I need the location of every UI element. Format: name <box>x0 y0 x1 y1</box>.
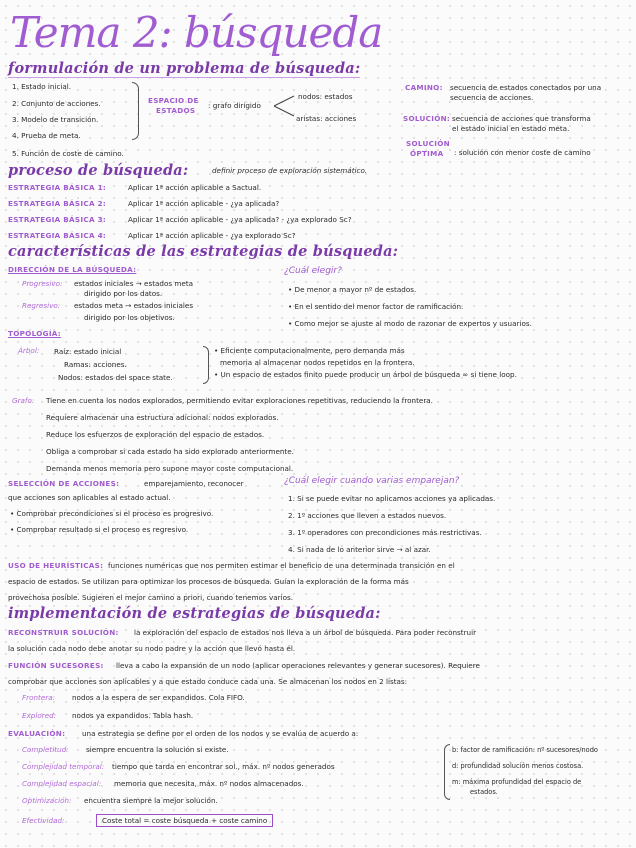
arbol-item: Nodos: estados del space state. <box>58 373 173 382</box>
grafo-item: Obliga a comprobar si cada estado ha sido explorado anteriormente. <box>46 447 294 456</box>
funcion-text: comprobar que acciones son aplicables y a que estado conduce cada una. Se almacenan los nodos en 2 listas: <box>8 677 408 686</box>
brace-shape <box>203 346 209 384</box>
camino-text: secuencia de estados conectados por una <box>450 83 602 92</box>
explored-text: nodos ya expandidos. Tabla hash. <box>72 711 194 720</box>
frontera-label: Frontera: <box>22 693 56 702</box>
arbol-note: • Un espacio de estados finito puede producir un árbol de búsqueda ∞ si tiene loop. <box>214 370 517 379</box>
aristas-text: aristas: acciones <box>296 114 357 123</box>
side-note: b: factor de ramificación: nº sucesores/nodo <box>452 746 598 754</box>
page-title: Tema 2: búsqueda <box>10 8 383 57</box>
grafo-item: Demanda menos memoria pero supone mayor coste computacional. <box>46 464 294 473</box>
grafo-item: Tiene en cuenta los nodos explorados, permitiendo evitar exploraciones repetitivas, reduciendo la frontera. <box>46 396 433 405</box>
list-item: 2. 1º acciones que lleven a estados nuevos. <box>288 511 447 520</box>
brace-shape <box>444 744 450 800</box>
eval-label: Complejidad espacial: <box>22 779 102 788</box>
camino-text: secuencia de acciones. <box>450 93 534 102</box>
list-item: • Como mejor se ajuste al modo de razonar de expertos y usuarios. <box>288 319 532 328</box>
arbol-note: memoria al almacenar nodos repetidos en la frontera. <box>220 358 415 367</box>
grafo-label: Grafo: <box>12 396 35 405</box>
optima-label: SOLUCIÓN <box>406 139 450 148</box>
section-heading-formulacion: formulación de un problema de búsqueda: <box>8 60 361 77</box>
heuristicas-label: USO DE HEURÍSTICAS: <box>8 561 104 570</box>
solucion-label: SOLUCIÓN: <box>403 114 451 123</box>
seleccion-text: que acciones son aplicables al estado actual. <box>8 493 171 502</box>
solucion-text: el estado inicial en estado meta. <box>452 124 570 133</box>
solucion-text: secuencia de acciones que transforma <box>452 114 591 123</box>
list-item: 3. 1º operadores con precondiciones más restrictivas. <box>288 528 482 537</box>
section-heading-proceso: proceso de búsqueda: <box>8 162 189 179</box>
estrategia-label: ESTRATEGIA BÁSICA 4: <box>8 231 107 240</box>
grafo-item: Requiere almacenar una estructura adicional: nodos explorados. <box>46 413 279 422</box>
estrategia-label: ESTRATEGIA BÁSICA 2: <box>8 199 107 208</box>
list-item: • En el sentido del menor factor de ramificación. <box>288 302 464 311</box>
eval-label: Optimización: <box>22 796 72 805</box>
list-item: 5. Función de coste de camino. <box>12 149 124 158</box>
eval-label: Completitud: <box>22 745 69 754</box>
funcion-text: lleva a cabo la expansión de un nodo (aplicar operaciones relevantes y generar sucesores). Requiere <box>116 661 480 670</box>
regresivo-text: estados meta → estados iniciales <box>74 301 194 310</box>
branch-arrows-icon <box>272 92 298 120</box>
explored-label: Explored: <box>22 711 57 720</box>
grafo-text: : grafo dirigido <box>208 101 261 110</box>
frontera-text: nodos a la espera de ser expandidos. Cola FIFO. <box>72 693 245 702</box>
eval-text: siempre encuentra la solución si existe. <box>86 745 229 754</box>
brace-shape <box>132 82 139 140</box>
heuristicas-text: provechosa posible. Sugieren el mejor camino a priori, cuando tenemos varios. <box>8 593 294 602</box>
evaluacion-text: una estrategia se define por el orden de los nodos y se evalúa de acuerdo a: <box>82 729 359 738</box>
list-item: 3. Modelo de transición. <box>12 115 99 124</box>
proceso-text: definir proceso de exploración sistemático. <box>212 166 368 175</box>
eval-label: Complejidad temporal: <box>22 762 105 771</box>
progresivo-text: estados iniciales → estados meta <box>74 279 194 288</box>
direccion-heading: DIRECCIÓN DE LA BÚSQUEDA: <box>8 265 137 274</box>
heuristicas-text: funciones numéricas que nos permiten estimar el beneficio de una determinada transición en el <box>108 561 455 570</box>
arbol-item: Ramas: acciones. <box>64 360 127 369</box>
list-item: 2. Conjunto de acciones. <box>12 99 101 108</box>
reconstruir-text: la exploración del espacio de estados nos lleva a un árbol de búsqueda. Para poder reconstruir <box>134 628 477 637</box>
reconstruir-label: RECONSTRUIR SOLUCIÓN: <box>8 628 119 637</box>
espacio-label: ESTADOS <box>156 106 196 115</box>
efectividad-formula-box: Coste total = coste búsqueda + coste camino <box>96 814 273 827</box>
list-item: 1. Si se puede evitar no aplicamos acciones ya aplicadas. <box>288 494 496 503</box>
eval-text: tiempo que tarda en encontrar sol., máx. nº nodos generados <box>112 762 335 771</box>
list-item: 1. Estado inicial. <box>12 82 72 91</box>
estrategia-text: Aplicar 1ª acción aplicable - ¿ya aplicada? <box>128 199 280 208</box>
funcion-label: FUNCIÓN SUCESORES: <box>8 661 104 670</box>
topologia-heading: TOPOLOGÍA: <box>8 329 61 338</box>
progresivo-text: dirigido por los datos. <box>84 289 163 298</box>
arbol-note: • Eficiente computacionalmente, pero demanda más <box>214 346 405 355</box>
side-note: d: profundidad solución menos costosa. <box>452 762 584 770</box>
seleccion-text: emparejamiento, reconocer <box>144 479 244 488</box>
grafo-item: Reduce los esfuerzos de exploración del espacio de estados. <box>46 430 265 439</box>
list-item: • De menor a mayor nº de estados. <box>288 285 417 294</box>
list-item: 4. Prueba de meta. <box>12 131 81 140</box>
reconstruir-text: la solución cada nodo debe anotar su nodo padre y la acción que llevó hasta él. <box>8 644 296 653</box>
espacio-label: ESPACIO DE <box>148 96 199 105</box>
estrategia-text: Aplicar 1ª acción aplicable - ¿ya explorado Sc? <box>128 231 296 240</box>
efectividad-label: Efectividad: <box>22 816 65 825</box>
estrategia-text: Aplicar 1ª acción aplicable - ¿ya aplicada? - ¿ya explorado Sc? <box>128 215 352 224</box>
nodos-text: nodos: estados <box>298 92 353 101</box>
side-note: estados. <box>470 788 498 796</box>
cual-elegir-question: ¿Cuál elegir? <box>284 266 342 276</box>
list-item: • Comprobar resultado si el proceso es regresivo. <box>10 525 189 534</box>
regresivo-text: dirigido por los objetivos. <box>84 313 175 322</box>
estrategia-label: ESTRATEGIA BÁSICA 3: <box>8 215 107 224</box>
arbol-item: Raíz: estado inicial <box>54 347 122 356</box>
optima-text: : solución con menor coste de camino <box>454 148 591 157</box>
evaluacion-label: EVALUACIÓN: <box>8 729 66 738</box>
estrategia-text: Aplicar 1ª acción aplicable a Sactual. <box>128 183 262 192</box>
optima-label: ÓPTIMA <box>410 149 444 158</box>
camino-label: CAMINO: <box>405 83 443 92</box>
list-item: • Comprobar precondiciones si el proceso es progresivo. <box>10 509 214 518</box>
estrategia-label: ESTRATEGIA BÁSICA 1: <box>8 183 107 192</box>
arbol-label: Árbol: <box>18 346 40 355</box>
section-heading-caracteristicas: características de las estrategias de búsqueda: <box>8 243 399 260</box>
progresivo-label: Progresivo: <box>22 279 63 288</box>
eval-text: memoria que necesita, máx. nº nodos almacenados. <box>114 779 304 788</box>
heuristicas-text: espacio de estados. Se utilizan para optimizar los procesos de búsqueda. Guían la exploración de la forma más <box>8 577 409 586</box>
list-item: 4. Si nada de lo anterior sirve → al azar. <box>288 545 431 554</box>
cual-emparejan-question: ¿Cuál elegir cuando varias emparejan? <box>284 476 460 486</box>
side-note: m: máxima profundidad del espacio de <box>452 778 582 786</box>
seleccion-label: SELECCIÓN DE ACCIONES: <box>8 479 120 488</box>
regresivo-label: Regresivo: <box>22 301 61 310</box>
section-heading-implementacion: implementación de estrategias de búsqueda: <box>8 605 381 622</box>
eval-text: encuentra siempre la mejor solución. <box>84 796 218 805</box>
